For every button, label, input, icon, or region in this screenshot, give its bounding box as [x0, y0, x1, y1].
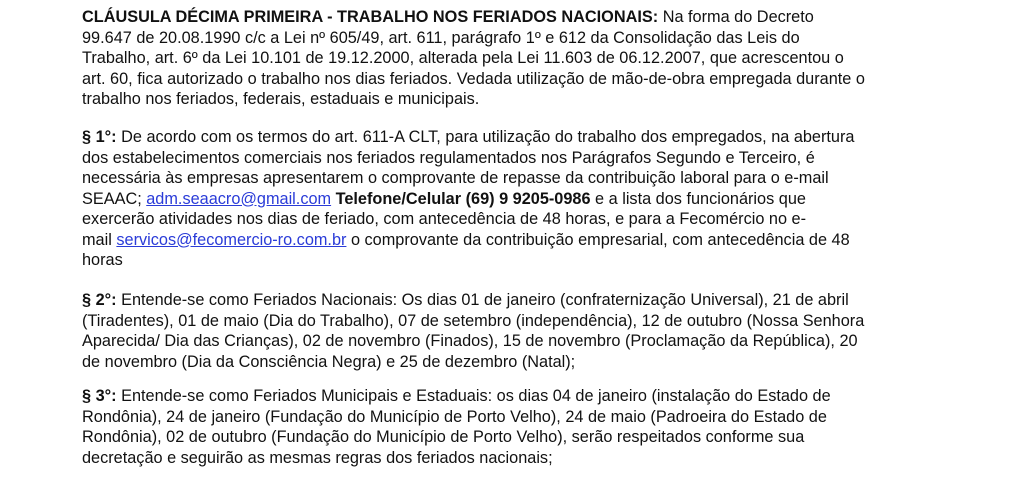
paragraph-1-line-1: [82, 127, 962, 148]
clause-paragraph: [82, 7, 962, 110]
paragraph-3-line-2: Rondônia), 24 de janeiro (Fundação do Município de Porto Velho), 24 de maio (Padroeira do Estado de: [82, 407, 827, 426]
paragraph-3-line-4: decretação e seguirão as mesmas regras dos feriados nacionais;: [82, 448, 553, 467]
paragraph-1-line-1-text: De acordo com os termos do art. 611-A CLT, para utilização do trabalho dos empregados, na abertura: [116, 128, 855, 146]
paragraph-1: [82, 127, 962, 271]
paragraph-2-line-1: [82, 290, 962, 311]
paragraph-1-line-4-prefix: SEAAC;: [82, 189, 147, 208]
paragraph-2-line-3: Aparecida/ Dia das Crianças), 02 de novembro (Finados), 15 de novembro (Proclamação da República), 20: [82, 332, 858, 350]
phone-number: Telefone/Celular (69) 9 9205-0986: [331, 189, 591, 208]
clause-line-2: 99.647 de 20.08.1990 c/c a Lei nº 605/49, art. 611, parágrafo 1º e 612 da Consolidação das Leis do: [82, 28, 800, 47]
clause-line-3: Trabalho, art. 6º da Lei 10.101 de 19.12.2000, alterada pela Lei 11.603 de 06.12.2007, que acrescentou o: [82, 49, 844, 67]
paragraph-2: [82, 290, 962, 372]
paragraph-3-line-1-text: Entende-se como Feriados Municipais e Estaduais: os dias 04 de janeiro (instalação do Estado de: [116, 387, 831, 405]
paragraph-3-line-3: Rondônia), 02 de outubro (Fundação do Município de Porto Velho), serão respeitados conforme sua: [82, 428, 805, 446]
clause-line-5: trabalho nos feriados, federais, estaduais e municipais.: [82, 90, 480, 108]
paragraph-1-line-6: [82, 230, 962, 251]
paragraph-3: [82, 386, 962, 468]
paragraph-1-line-7: horas: [82, 251, 123, 269]
email-link-fecomercio[interactable]: servicos@fecomercio-ro.com.br: [116, 230, 347, 249]
paragraph-1-line-3: necessária às empresas apresentarem o comprovante de repasse da contribuição laboral para o e-mail: [82, 169, 829, 187]
paragraph-3-label: § 3°:: [82, 387, 117, 405]
paragraph-1-line-6-suffix: o comprovante da contribuição empresarial, com antecedência de 48: [346, 230, 850, 249]
clause-line-4: art. 60, fica autorizado o trabalho nos dias feriados. Vedada utilização de mão-de-obra empregada durante o: [82, 69, 865, 88]
paragraph-3-line-1: [82, 386, 962, 407]
paragraph-2-line-2: (Tiradentes), 01 de maio (Dia do Trabalho), 07 de setembro (independência), 12 de outubro (Nossa Senhora: [82, 311, 865, 330]
clause-heading: CLÁUSULA DÉCIMA PRIMEIRA - TRABALHO NOS FERIADOS NACIONAIS:: [82, 8, 659, 26]
paragraph-1-line-2: dos estabelecimentos comerciais nos feriados regulamentados nos Parágrafos Segundo e Terceiro, é: [82, 148, 815, 167]
paragraph-1-label: § 1°:: [82, 128, 117, 146]
paragraph-1-line-4: [82, 189, 962, 210]
clause-line-1: [82, 7, 962, 28]
paragraph-2-line-4: de novembro (Dia da Consciência Negra) e 25 de dezembro (Natal);: [82, 352, 576, 371]
paragraph-1-line-5: exercerão atividades nos dias de feriado, com antecedência de 48 horas, e para a Fecomércio no e-: [82, 210, 807, 228]
paragraph-1-line-6-prefix: mail: [82, 230, 117, 249]
paragraph-2-line-1-text: Entende-se como Feriados Nacionais: Os dias 01 de janeiro (confraternização Universal), 21 de abril: [116, 291, 849, 309]
email-link-seaac[interactable]: adm.seaacro@gmail.com: [146, 189, 332, 208]
clause-line-1-text: Na forma do Decreto: [658, 8, 814, 26]
paragraph-1-line-4-suffix: e a lista dos funcionários que: [590, 189, 806, 208]
paragraph-2-label: § 2°:: [82, 291, 117, 309]
